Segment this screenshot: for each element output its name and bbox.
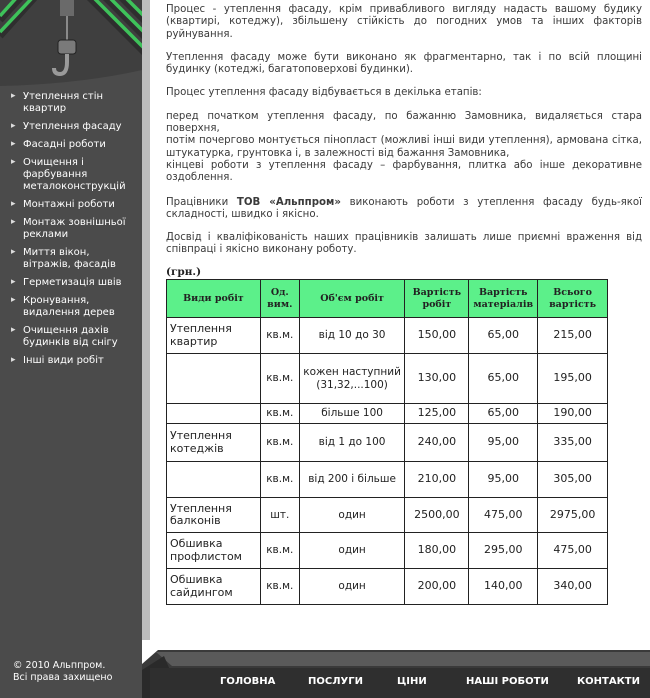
sidebar-item-installation[interactable] [0,197,142,215]
sidebar [0,0,142,698]
sidebar-item-label: Монтаж зовнішньої реклами [23,217,126,240]
volume-cell: більше 100 [299,404,405,424]
materials-price-cell: 95,00 [469,462,538,498]
sidebar-edge [142,0,150,698]
materials-price-cell: 140,00 [469,569,538,605]
steps-paragraph [166,111,642,185]
sidebar-item-label: Кронування, видалення дерев [23,295,115,318]
total-price-cell: 195,00 [538,354,608,404]
work-price-cell: 130,00 [405,354,469,404]
service-cell [167,354,261,404]
company-text: Працівники [166,196,237,208]
sidebar-item-label: Миття вікон, вітражів, фасадів [23,247,116,270]
materials-price-cell: 95,00 [469,424,538,462]
unit-cell: кв.м. [260,424,299,462]
materials-price-cell: 65,00 [469,318,538,354]
currency-label: (грн.) [166,266,202,278]
unit-cell: кв.м. [260,533,299,569]
sidebar-item-seam-sealing[interactable] [0,275,142,293]
process-paragraph: Процес утеплення фасаду відбувається в декілька етапів: [166,87,482,99]
bullet-arrow-icon: ▸ [11,199,16,209]
column-header: Од. вим. [260,280,299,318]
sidebar-item-label: Утеплення стін квартир [23,91,104,114]
work-price-cell: 210,00 [405,462,469,498]
volume-cell: один [299,569,405,605]
table-row [167,498,608,533]
scope-paragraph: Утеплення фасаду може бути виконано як фрагментарно, так і по всій площині будинку (котеджі, багатоповерхові будинки). [166,51,642,76]
bullet-arrow-icon: ▸ [11,139,16,149]
company-paragraph [166,197,642,222]
service-cell [167,404,261,424]
experience-paragraph: Досвід і кваліфікованість наших працівників залишать лише приємні враження від співпраці і якісно виконану роботу. [166,232,642,256]
work-price-cell: 150,00 [405,318,469,354]
footer-nav [150,673,650,691]
service-cell: Утеплення балконів [167,498,261,533]
table-row [167,424,608,462]
copyright-line: © 2010 Альппром. [13,660,106,671]
price-section [166,265,610,605]
work-price-cell: 200,00 [405,569,469,605]
sidebar-item-advertising[interactable] [0,215,142,245]
service-cell: Обшивка профлистом [167,533,261,569]
table-row [167,318,608,354]
main-content [166,4,642,268]
total-price-cell: 215,00 [538,318,608,354]
table-row [167,569,608,605]
bullet-arrow-icon: ▸ [11,325,16,335]
bullet-arrow-icon: ▸ [11,277,16,287]
table-header-row [167,280,608,318]
total-price-cell: 340,00 [538,569,608,605]
volume-cell: один [299,533,405,569]
volume-cell: від 10 до 30 [299,318,405,354]
bullet-arrow-icon: ▸ [11,157,16,167]
footer-link-home[interactable]: ГОЛОВНА [220,676,276,687]
footer-link-services[interactable]: ПОСЛУГИ [308,676,363,687]
column-header: Види робіт [167,280,261,318]
column-header: Об'єм робіт [299,280,405,318]
sidebar-item-facade-insulation[interactable] [0,119,142,137]
sidebar-item-other-works[interactable] [0,353,142,371]
sidebar-item-snow-removal[interactable] [0,323,142,353]
materials-price-cell: 65,00 [469,354,538,404]
materials-price-cell: 295,00 [469,533,538,569]
total-price-cell: 190,00 [538,404,608,424]
unit-cell: шт. [260,498,299,533]
table-row [167,533,608,569]
sidebar-item-wall-insulation[interactable] [0,89,142,119]
intro-paragraph: Процес - утеплення фасаду, крім привабливого вигляду надасть вашому будику (квартирі, котеджу), збільшену стійкість до погодних умов та інших факторів руйнування. [166,4,642,40]
volume-cell: один [299,498,405,533]
sidebar-item-tree-removal[interactable] [0,293,142,323]
company-name: ТОВ «Альппром» [236,196,341,208]
unit-cell: кв.м. [260,354,299,404]
service-cell: Обшивка сайдингом [167,569,261,605]
table-row [167,462,608,498]
service-cell: Утеплення котеджів [167,424,261,462]
sidebar-item-label: Герметизація швів [23,277,122,288]
sidebar-item-label: Монтажні роботи [23,199,115,210]
bullet-arrow-icon: ▸ [11,295,16,305]
copyright [13,660,112,684]
volume-cell: кожен наступний (31,32,...100) [299,354,405,404]
bullet-arrow-icon: ▸ [11,355,16,365]
materials-price-cell: 475,00 [469,498,538,533]
unit-cell: кв.м. [260,569,299,605]
volume-cell: від 200 і більше [299,462,405,498]
bullet-arrow-icon: ▸ [11,247,16,257]
work-price-cell: 180,00 [405,533,469,569]
table-row [167,354,608,404]
service-cell [167,462,261,498]
unit-cell: кв.м. [260,404,299,424]
step-text: кінцеві роботи з утеплення фасаду – фарбування, плитка або інше декоративне оздоблення. [166,159,642,184]
service-cell: Утеплення квартир [167,318,261,354]
total-price-cell: 335,00 [538,424,608,462]
bullet-arrow-icon: ▸ [11,217,16,227]
unit-cell: кв.м. [260,462,299,498]
volume-cell: від 1 до 100 [299,424,405,462]
column-header: Вартість робіт [405,280,469,318]
total-price-cell: 2975,00 [538,498,608,533]
step-text: потім почергово монтується пінопласт (можливі інші види утеплення), армована сітка, штукатурка, грунтовка і, в залежності від бажання Замовника, [166,135,642,159]
column-header: Всього вартість [538,280,608,318]
price-table [166,279,608,605]
bullet-arrow-icon: ▸ [11,121,16,131]
sidebar-item-label: Фасадні роботи [23,139,106,150]
unit-cell: кв.м. [260,318,299,354]
sidebar-nav [0,89,142,371]
total-price-cell: 305,00 [538,462,608,498]
sidebar-item-label: Очищення дахів будинків від снігу [23,325,118,348]
column-header: Вартість матеріалів [469,280,538,318]
sidebar-item-metal-painting[interactable] [0,155,142,197]
bullet-arrow-icon: ▸ [11,91,16,101]
work-price-cell: 125,00 [405,404,469,424]
sidebar-item-window-washing[interactable] [0,245,142,275]
step-text: перед початком утеплення фасаду, по бажанню Замовника, видаляється стара поверхня, [166,110,642,135]
sidebar-item-facade-works[interactable] [0,137,142,155]
sidebar-item-label: Інші види робіт [23,355,104,366]
footer-link-prices[interactable]: ЦІНИ [397,676,427,687]
table-row [167,404,608,424]
materials-price-cell: 65,00 [469,404,538,424]
crane-hook-icon [0,0,142,88]
work-price-cell: 240,00 [405,424,469,462]
copyright-line: Всі права захищено [13,672,113,683]
sidebar-item-label: Утеплення фасаду [23,121,122,132]
company-text: виконають роботи з утеплення фасаду будь-якої складності, швидко і якісно. [166,196,642,220]
sidebar-item-label: Очищення і фарбування металоконструкцій [23,157,126,192]
footer-link-contacts[interactable]: КОНТАКТИ [577,676,640,687]
footer-link-our-works[interactable]: НАШІ РОБОТИ [466,676,549,687]
total-price-cell: 475,00 [538,533,608,569]
work-price-cell: 2500,00 [405,498,469,533]
